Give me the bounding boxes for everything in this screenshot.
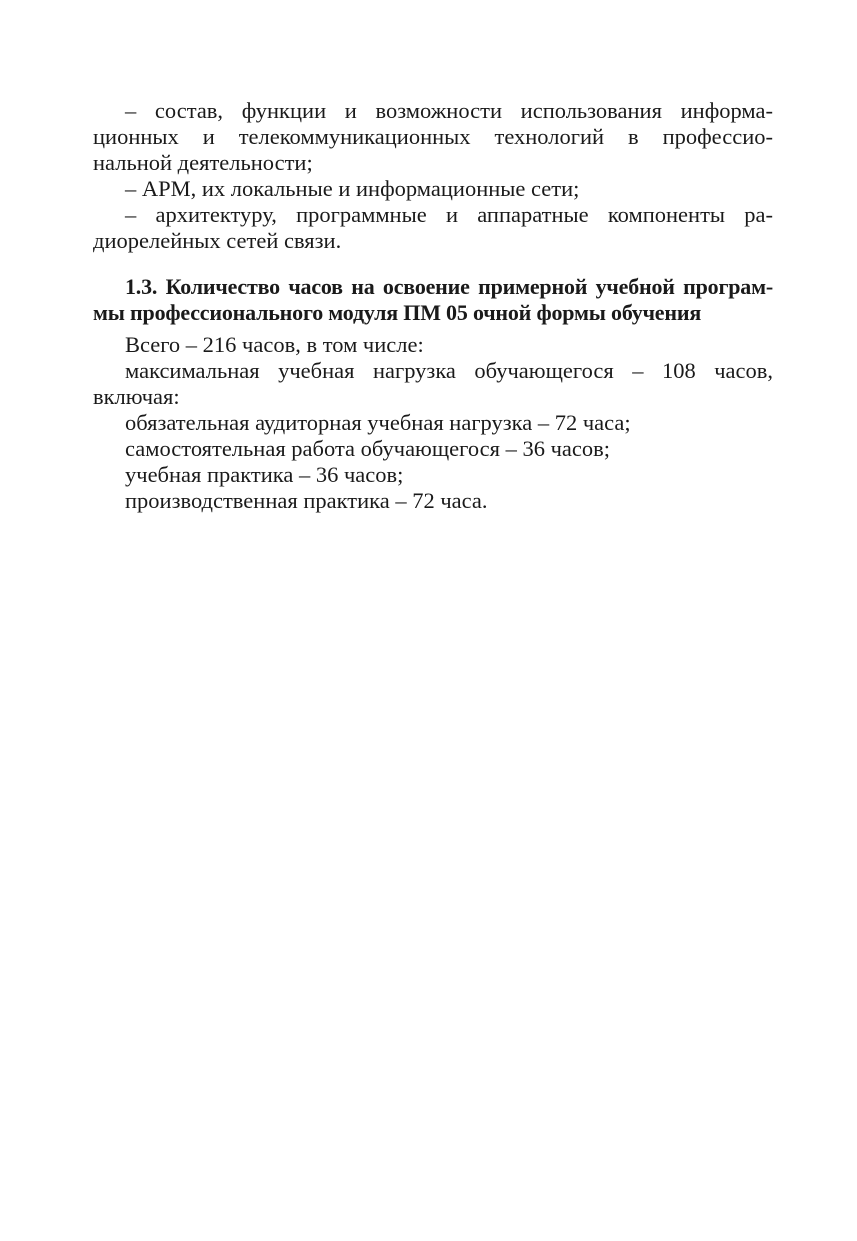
section-heading bbox=[93, 274, 773, 326]
list-item-line: диорелейных сетей связи. bbox=[93, 228, 342, 253]
document-page bbox=[93, 98, 773, 514]
list-item-line: – архитектуру, программные и аппаратные компоненты ра- bbox=[125, 202, 773, 227]
heading-line: мы профессионального модуля ПМ 05 очной формы обучения bbox=[93, 300, 702, 325]
hours-classroom: обязательная аудиторная учебная нагрузка – 72 часа; bbox=[125, 410, 631, 435]
competency-list bbox=[93, 98, 773, 254]
list-item-line: ционных и телекоммуникационных технологий в профессио- bbox=[93, 124, 773, 149]
hours-max-load: максимальная учебная нагрузка обучающегося – 108 часов, bbox=[125, 358, 773, 383]
list-item-line: – АРМ, их локальные и информационные сети; bbox=[125, 176, 580, 201]
list-item bbox=[93, 202, 773, 254]
hours-total: Всего – 216 часов, в том числе: bbox=[125, 332, 424, 357]
list-item-line: – состав, функции и возможности использования информа- bbox=[125, 98, 773, 123]
hours-independent: самостоятельная работа обучающегося – 36 часов; bbox=[125, 436, 611, 461]
hours-industrial-practice: производственная практика – 72 часа. bbox=[125, 488, 488, 513]
hours-including: включая: bbox=[93, 384, 180, 409]
list-item bbox=[93, 98, 773, 176]
list-item-line: нальной деятельности; bbox=[93, 150, 313, 175]
hours-training-practice: учебная практика – 36 часов; bbox=[125, 462, 404, 487]
heading-line: 1.3. Количество часов на освоение примерной учебной програм- bbox=[125, 274, 773, 299]
hours-summary bbox=[93, 332, 773, 514]
list-item bbox=[93, 176, 773, 202]
